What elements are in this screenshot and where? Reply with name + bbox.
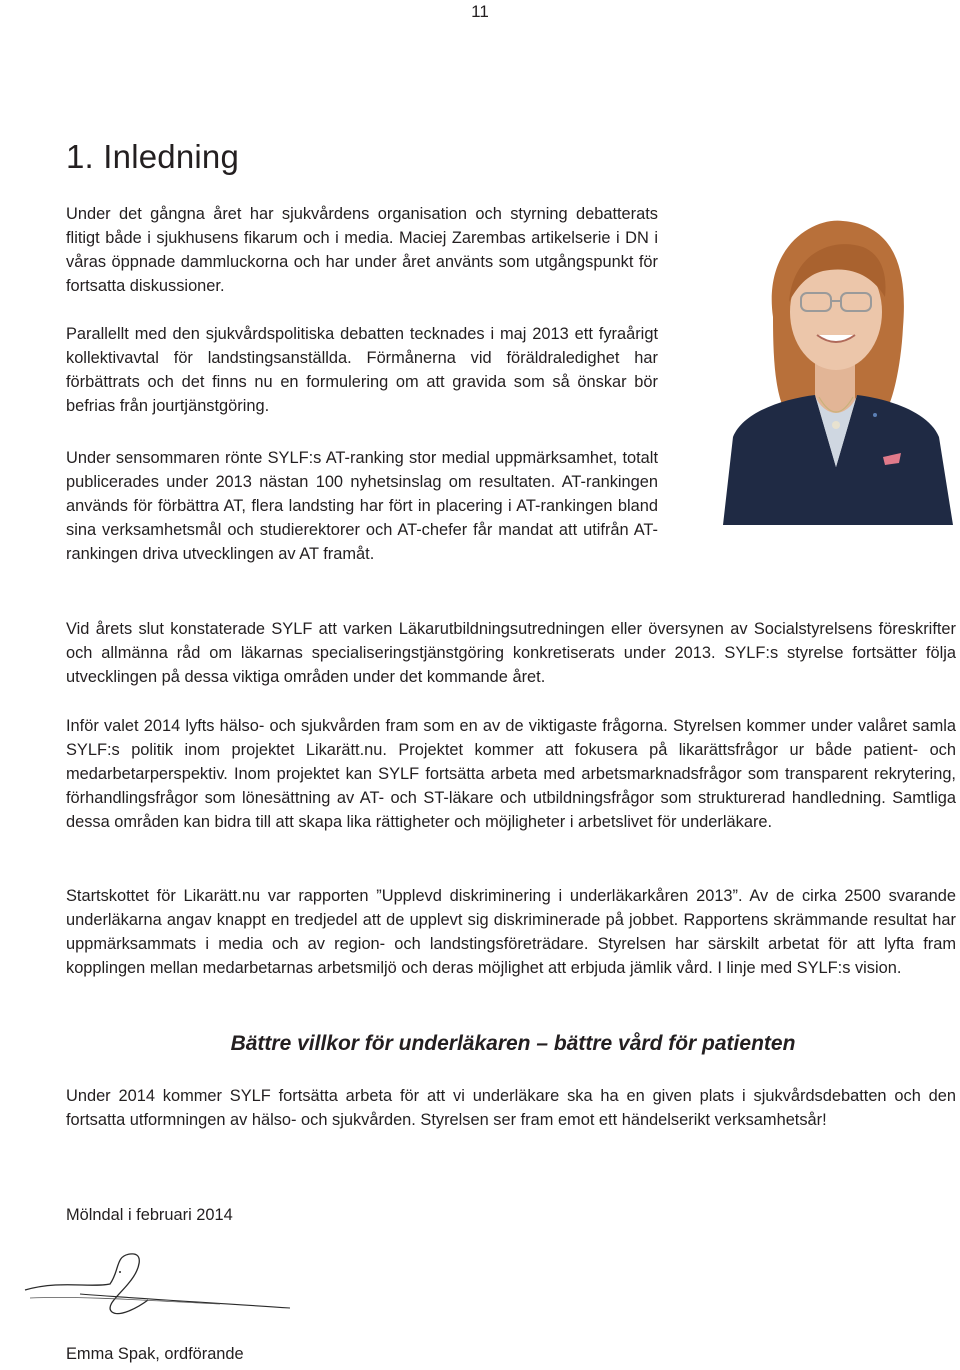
paragraph-collective-agreement: Parallellt med den sjukvårdspolitiska debatten tecknades i maj 2013 ett fyraårigt kollektivavtal för landstingsanställda. Förmånerna vid föräldraledighet har förbättrats och det finns nu en formulering om att gravida som så önskar bör befrias från jourtjänstgöring. — [66, 325, 658, 415]
page-number: 11 — [471, 2, 489, 21]
paragraph-intro: Under det gångna året har sjukvårdens organisation och styrning debatterats flitigt både i sjukhusens fikarum och i media. Maciej Zarembas artikelserie i DN i våras öppnade dammluckorna och har under året använts som utgångspunkt för fortsatta diskussioner. — [66, 205, 658, 295]
signer-name: Emma Spak, ordförande — [66, 1345, 244, 1363]
portrait-photo — [703, 207, 958, 525]
slogan: Bättre villkor för underläkaren – bättre vård för patienten — [230, 1032, 796, 1055]
paragraph-discrimination-report: Startskottet för Likarätt.nu var rapporten ”Upplevd diskriminering i underläkarkåren 2013”. Av de cirka 2500 svarande underläkarna angav knappt en tredjedel att de upplevt sig diskriminerade på jobbet. Rapportens skrämmande resultat har uppmärksammats i media och av region- och landstingsföreträdare. Styrelsen har särskilt arbetat för att lyfta fram kopplingen mellan medarbetarnas arbetsmiljö och deras möjlighet att erbjuda jämlik vård. I linje med SYLF:s vision. — [66, 887, 956, 977]
paragraph-education-review: Vid årets slut konstaterade SYLF att varken Läkarutbildningsutredningen eller översynen av Socialstyrelsens föreskrifter och allmänna råd om läkarnas specialiseringstjänstgöring konkretiserats under 2013. SYLF:s styrelse fortsätter följa utvecklingen på dessa viktiga områden under det kommande året. — [66, 620, 956, 686]
place-and-date: Mölndal i februari 2014 — [66, 1206, 233, 1224]
paragraph-election-2014: Inför valet 2014 lyfts hälso- och sjukvården fram som en av de viktigaste frågorna. Styrelsen kommer under valåret samla SYLF:s politik inom projektet Likarätt.nu. Projektet kommer att fokusera på likarättsfrågor ur både patient- och medarbetarperspektiv. Inom projektet kan SYLF fortsätta arbeta med arbetsmarknadsfrågor som transparent rekrytering, förhandlingsfrågor som lönesättning av AT- och ST-läkare och utbildningsfrågor som strukturerad handledning. Samtliga dessa områden kan bidra till att skapa lika rättigheter och möjligheter i arbetslivet för underläkare. — [66, 717, 956, 831]
paragraph-closing: Under 2014 kommer SYLF fortsätta arbeta för att vi underläkare ska ha en given plats i sjukvårdsdebatten och den fortsatta utformningen av hälso- och sjukvården. Styrelsen ser fram emot ett händelserikt verksamhetsår! — [66, 1087, 956, 1129]
handwritten-signature — [20, 1250, 310, 1330]
section-heading: 1. Inledning — [66, 138, 240, 175]
paragraph-at-ranking: Under sensommaren rönte SYLF:s AT-ranking stor medial uppmärksamhet, totalt publicerades under 2013 nästan 100 nyhetsinslag om resultaten. AT-rankingen används för förbättra AT, flera landsting har fört in placering i AT-rankingen bland sina verksamhetsmål och studierektorer och AT-chefer får mandat att utifrån AT-rankingen driva utvecklingen av AT framåt. — [66, 449, 658, 563]
